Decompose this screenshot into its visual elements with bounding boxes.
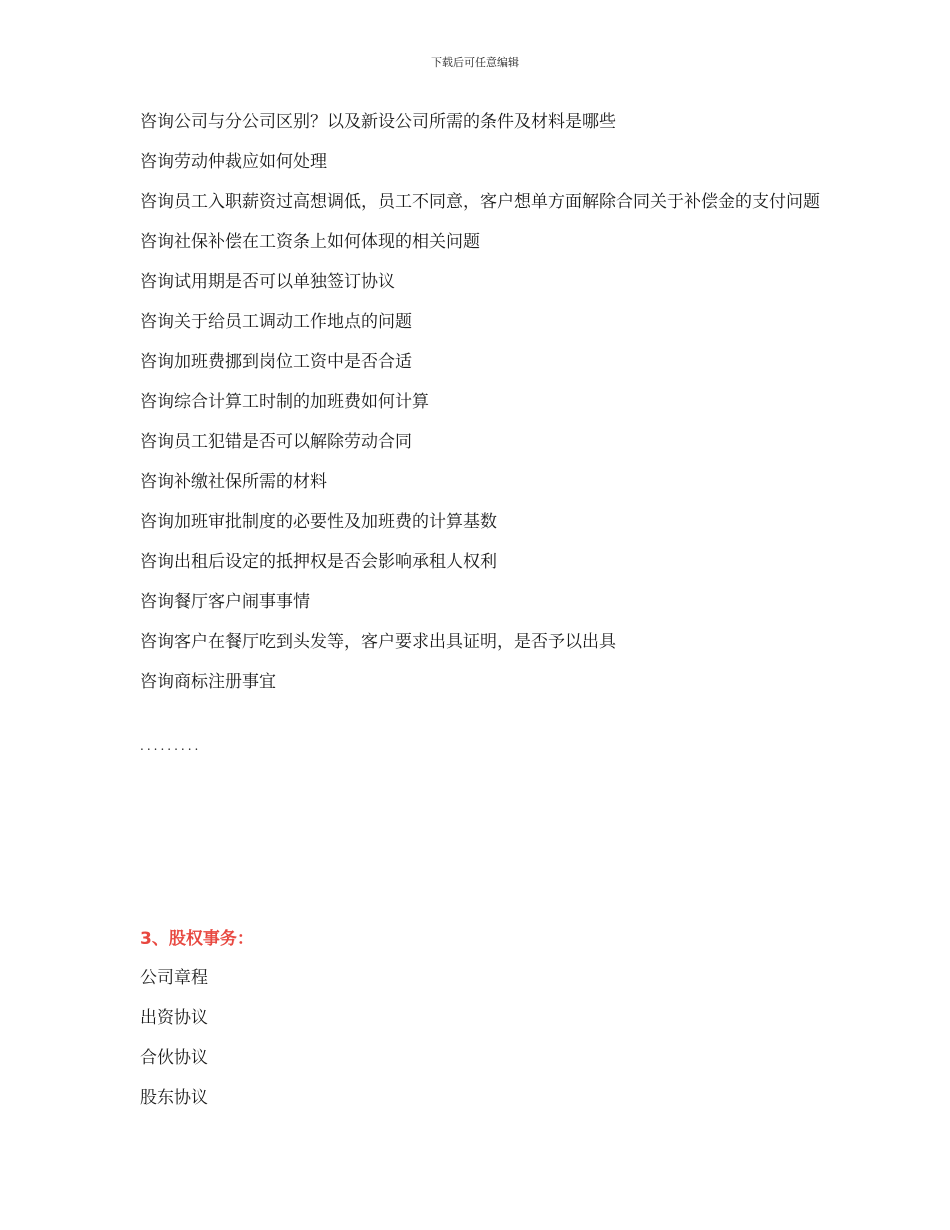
equity-section: [140, 926, 820, 1126]
section-item-partnership-agreement: 合伙协议: [140, 1048, 208, 1068]
consult-item: 咨询社保补偿在工资条上如何体现的相关问题: [140, 232, 480, 252]
consult-item: 咨询加班费挪到岗位工资中是否合适: [140, 352, 412, 372]
consult-item: 咨询补缴社保所需的材料: [140, 472, 327, 492]
consult-item: 咨询关于给员工调动工作地点的问题: [140, 312, 412, 332]
consult-item: 咨询加班审批制度的必要性及加班费的计算基数: [140, 512, 497, 532]
consult-item: 咨询试用期是否可以单独签订协议: [140, 272, 395, 292]
consult-item: 咨询员工入职薪资过高想调低，员工不同意，客户想单方面解除合同关于补偿金的支付问题: [140, 192, 820, 212]
consult-item: 咨询劳动仲裁应如何处理: [140, 152, 327, 172]
consult-item: 咨询餐厅客户闹事事情: [140, 592, 310, 612]
consult-item: 咨询客户在餐厅吃到头发等，客户要求出具证明，是否予以出具: [140, 632, 616, 652]
consult-item: 咨询出租后设定的抵押权是否会影响承租人权利: [140, 552, 497, 572]
consult-item: 咨询公司与分公司区别？以及新设公司所需的条件及材料是哪些: [140, 112, 616, 132]
consult-list: [140, 110, 820, 710]
consult-item: 咨询商标注册事宜: [140, 672, 276, 692]
page-header: 下载后可任意编辑: [431, 56, 519, 69]
section-item-shareholder-agreement: 股东协议: [140, 1088, 208, 1108]
ellipsis: .........: [140, 739, 202, 753]
consult-item: 咨询综合计算工时制的加班费如何计算: [140, 392, 429, 412]
section-item-capital-agreement: 出资协议: [140, 1008, 208, 1028]
consult-item: 咨询员工犯错是否可以解除劳动合同: [140, 432, 412, 452]
section-title: 3、股权事务：: [140, 929, 254, 949]
section-item-articles-of-association: 公司章程: [140, 968, 208, 988]
